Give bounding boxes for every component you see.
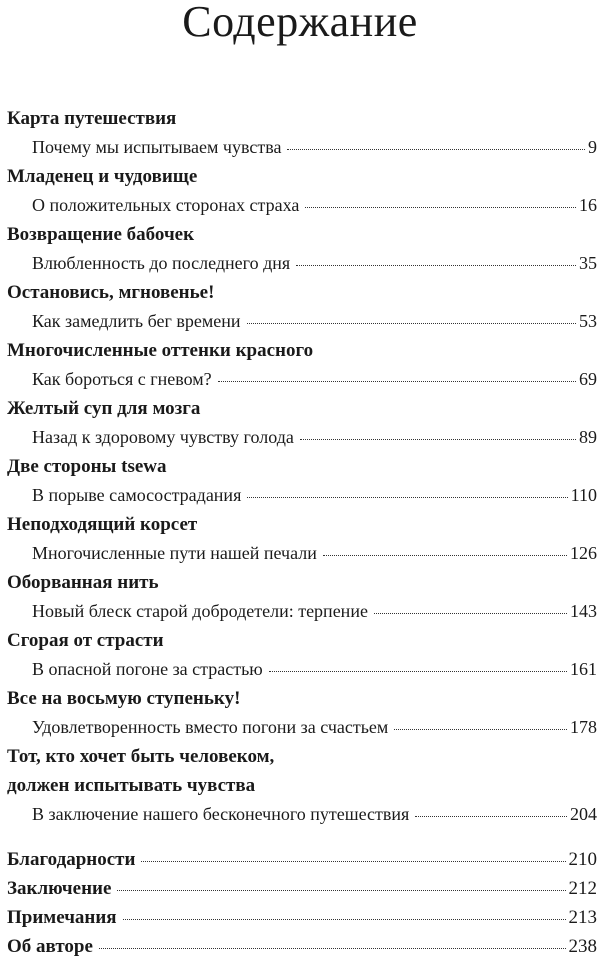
page-number: 110 <box>570 485 597 505</box>
dot-leader <box>415 816 567 817</box>
dot-leader <box>117 890 565 891</box>
dot-leader <box>247 497 567 498</box>
back-matter-entry[interactable] <box>7 845 597 874</box>
chapter-entry <box>7 162 597 220</box>
page-number: 16 <box>579 195 597 215</box>
chapter-subtitle-line[interactable] <box>7 481 597 510</box>
chapter-title: Возвращение бабочек <box>7 224 195 245</box>
dot-leader <box>99 948 566 949</box>
chapter-subtitle-line[interactable] <box>7 539 597 568</box>
table-of-contents <box>7 104 597 961</box>
chapter-title: Сгорая от страсти <box>7 630 164 651</box>
chapter-subtitle-line[interactable] <box>7 655 597 684</box>
chapter-subtitle-line[interactable] <box>7 191 597 220</box>
page-number: 178 <box>570 717 597 737</box>
back-matter-entry[interactable] <box>7 903 597 932</box>
chapter-title: Две стороны tsewa <box>7 456 167 477</box>
dot-leader <box>269 671 567 672</box>
chapter-subtitle: Почему мы испытываем чувства <box>32 137 282 157</box>
page-number: 9 <box>588 137 597 157</box>
page-number: 69 <box>579 369 597 389</box>
chapter-entry <box>7 336 597 394</box>
chapter-subtitle-line[interactable] <box>7 365 597 394</box>
page-number: 161 <box>570 659 597 679</box>
page-number: 210 <box>568 849 597 870</box>
chapter-entry <box>7 684 597 742</box>
page-number: 126 <box>570 543 597 563</box>
page-number: 143 <box>570 601 597 621</box>
chapter-title: Младенец и чудовище <box>7 166 198 187</box>
page-number: 89 <box>579 427 597 447</box>
chapter-entry <box>7 220 597 278</box>
dot-leader <box>287 149 585 150</box>
dot-leader <box>296 265 576 266</box>
page-number: 53 <box>579 311 597 331</box>
section-spacer <box>7 829 597 845</box>
chapter-subtitle: Удовлетворенность вместо погони за счастьем <box>32 717 389 737</box>
chapter-subtitle: В заключение нашего бесконечного путешествия <box>32 804 410 824</box>
back-matter-entry[interactable] <box>7 874 597 903</box>
chapter-title: Многочисленные оттенки красного <box>7 340 314 361</box>
chapter-subtitle-line[interactable] <box>7 133 597 162</box>
chapter-subtitle: Многочисленные пути нашей печали <box>32 543 317 563</box>
dot-leader <box>141 861 565 862</box>
page-number: 213 <box>568 907 597 928</box>
back-matter-label: Заключение <box>7 878 112 899</box>
back-matter-label: Благодарности <box>7 849 136 870</box>
chapter-title-line-2: должен испытывать чувства <box>7 775 256 796</box>
chapter-subtitle: В порыве самосострадания <box>32 485 242 505</box>
chapter-subtitle-line[interactable] <box>7 800 597 829</box>
chapter-entry <box>7 510 597 568</box>
dot-leader <box>305 207 576 208</box>
chapter-title: Карта путешествия <box>7 108 177 129</box>
chapter-entry <box>7 394 597 452</box>
chapter-entry <box>7 626 597 684</box>
dot-leader <box>300 439 576 440</box>
chapter-subtitle: О положительных сторонах страха <box>32 195 300 215</box>
page-number: 35 <box>579 253 597 273</box>
chapter-entry <box>7 104 597 162</box>
page-number: 212 <box>568 878 597 899</box>
back-matter-label: Примечания <box>7 907 117 928</box>
dot-leader <box>123 919 566 920</box>
back-matter-entry[interactable] <box>7 932 597 961</box>
chapter-entry <box>7 568 597 626</box>
chapter-title: Все на восьмую ступеньку! <box>7 688 241 709</box>
chapter-subtitle-line[interactable] <box>7 597 597 626</box>
page-title: Содержание <box>182 0 418 46</box>
page-number: 238 <box>568 936 597 957</box>
chapter-subtitle: Влюбленность до последнего дня <box>32 253 291 273</box>
chapter-entry <box>7 742 597 829</box>
dot-leader <box>323 555 567 556</box>
chapter-title: Неподходящий корсет <box>7 514 198 535</box>
chapter-subtitle-line[interactable] <box>7 423 597 452</box>
chapter-subtitle-line[interactable] <box>7 713 597 742</box>
dot-leader <box>394 729 567 730</box>
chapter-title: Желтый суп для мозга <box>7 398 201 419</box>
chapter-subtitle: Как замедлить бег времени <box>32 311 241 331</box>
dot-leader <box>218 381 576 382</box>
page-number: 204 <box>570 804 597 824</box>
chapter-entry <box>7 452 597 510</box>
chapter-entry <box>7 278 597 336</box>
dot-leader <box>247 323 576 324</box>
chapter-subtitle: В опасной погоне за страстью <box>32 659 263 679</box>
chapter-subtitle: Как бороться с гневом? <box>32 369 212 389</box>
back-matter-label: Об авторе <box>7 936 93 957</box>
chapter-subtitle: Новый блеск старой добродетели: терпение <box>32 601 368 621</box>
dot-leader <box>374 613 567 614</box>
chapter-subtitle-line[interactable] <box>7 249 597 278</box>
chapter-title: Остановись, мгновенье! <box>7 282 215 303</box>
chapter-title: Оборванная нить <box>7 572 159 593</box>
chapter-subtitle-line[interactable] <box>7 307 597 336</box>
chapter-subtitle: Назад к здоровому чувству голода <box>32 427 294 447</box>
chapter-title-line-1: Тот, кто хочет быть человеком, <box>7 746 275 767</box>
